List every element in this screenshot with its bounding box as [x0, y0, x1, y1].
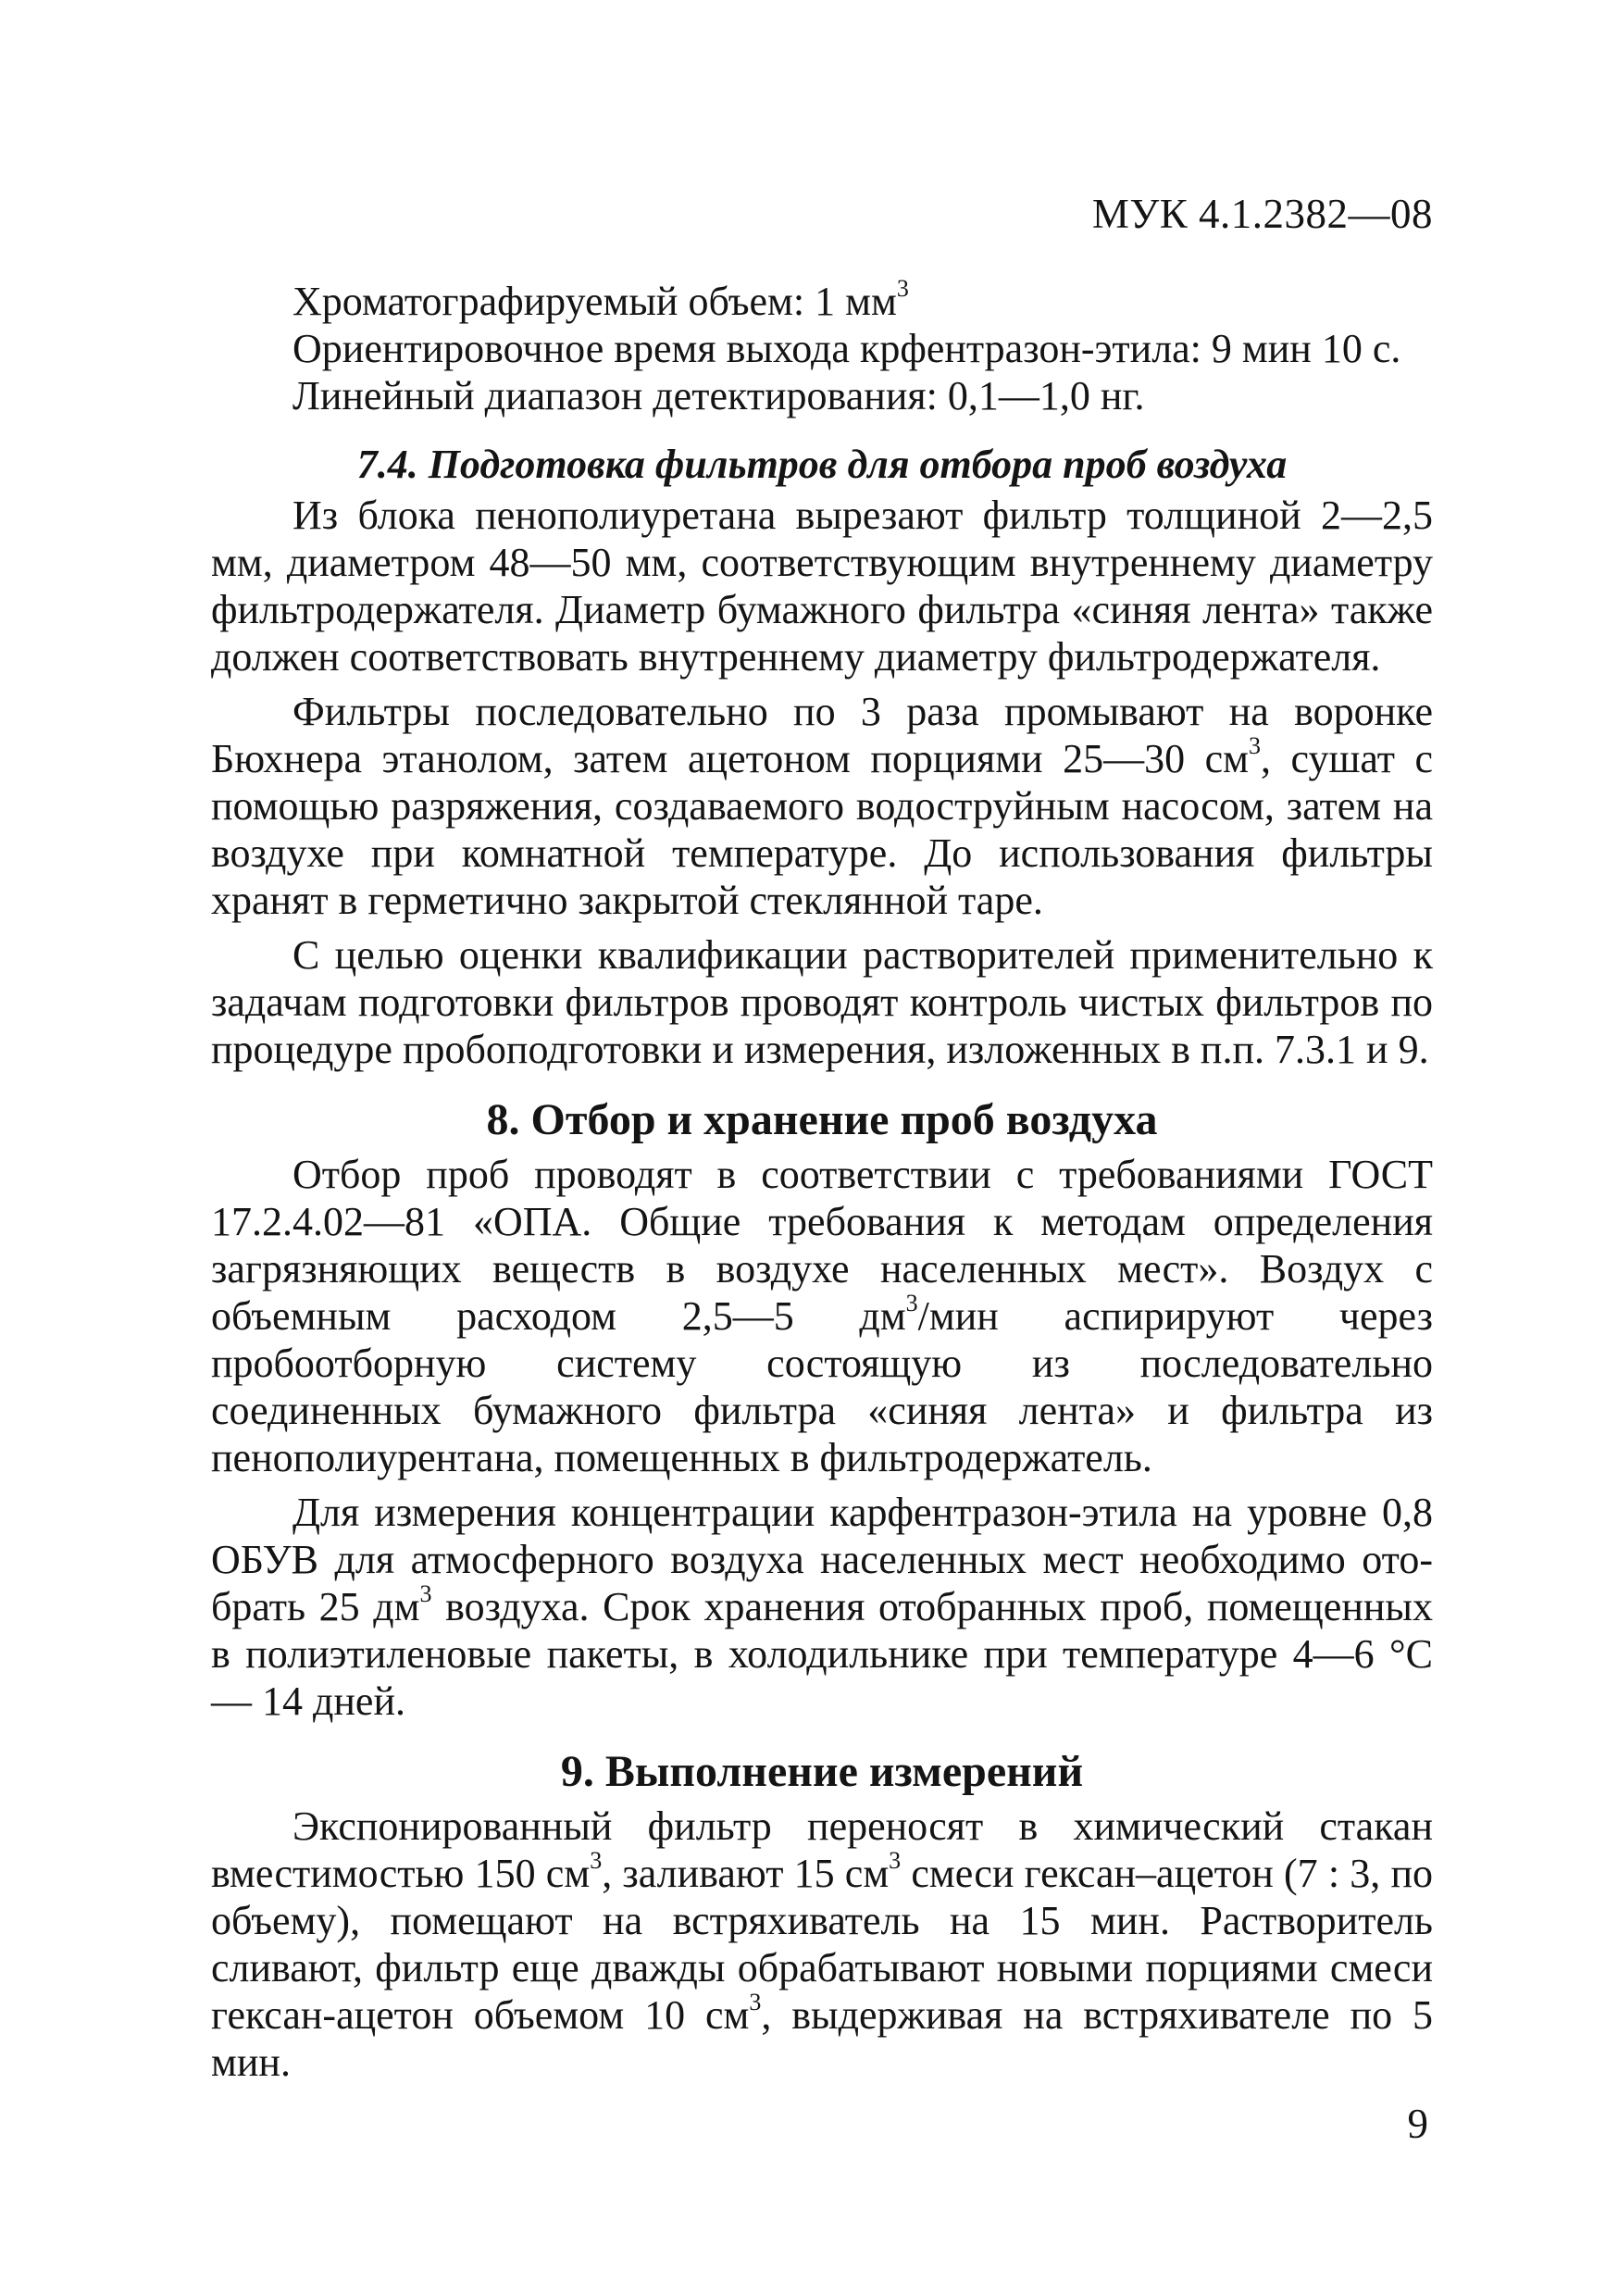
superscript: 3 — [896, 275, 909, 303]
superscript: 3 — [905, 1290, 918, 1317]
paragraph: С целью оценки квалификации растворителей применительно к задачам подготовки фильтров проводят контроль чистых фильтров по процедуре пробоподготовки и измерения, изложенных в п.п. 7.3.1 и 9. — [211, 932, 1433, 1072]
paragraph-text: Фильтры последовательно по 3 раза промывают на воронке Бюхнера этанолом, затем ацетоном порциями 25—30 см — [211, 689, 1433, 781]
chromatography-parameters — [292, 275, 1433, 419]
param-injection-volume — [292, 275, 1433, 325]
param-retention-time: Ориентировочное время выхода крфентразон-этила: 9 мин 10 с. — [292, 326, 1401, 371]
paragraph-text: Для измерения концентрации карфентразон-этила на уровне 0,8 ОБУВ для атмосферного воздуха населенных мест необходимо отобрать 25 дм — [211, 1490, 1433, 1629]
paragraph: Из блока пенополиуретана вырезают фильтр толщиной 2—2,5 мм, диаметром 48—50 мм, соответствующим внутреннему диаметру фильтродержателя. Диаметр бумажного фильтра «синяя лента» также должен соответствовать внутреннему диаметру фильтродержателя. — [211, 493, 1433, 680]
paragraph-text: /мин аспирируют через пробоотборную систему состоящую из последовательно соединенных бумажного фильтра «синяя лента» и фильтра из пенополиурентана, помещенных в фильтродержатель. — [211, 1293, 1434, 1480]
page-number: 9 — [1407, 2101, 1428, 2147]
paragraph — [211, 688, 1433, 924]
paragraph-text: , выдерживая на встряхивателе по 5 мин. — [211, 1992, 1434, 2085]
superscript: 3 — [590, 1847, 603, 1875]
paragraph-text: воздуха. Срок хранения отобранных проб, помещенных в полиэтиленовые пакеты, в холодильнике при температуре 4—6 °С — 14 дней. — [211, 1584, 1433, 1724]
section-title-9: 9. Выполнение измерений — [560, 1747, 1084, 1796]
paragraph-text: смеси гексан–ацетон (7 : 3, по объему), помещают на встряхиватель на 15 мин. Растворитель сливают, фильтр еще дважды обрабатывают новыми порциями смеси гексан-ацетон объемом 10 см — [211, 1851, 1434, 2038]
paragraph-text: , заливают 15 см — [602, 1851, 890, 1896]
param-linear-range: Линейный диапазон детектирования: 0,1—1,0 нг. — [292, 373, 1145, 418]
superscript: 3 — [1249, 732, 1261, 760]
subsection-title-7-4: 7.4. Подготовка фильтров для отбора проб воздуха — [356, 442, 1288, 487]
paragraph — [211, 1489, 1433, 1725]
section-title-8: 8. Отбор и хранение проб воздуха — [486, 1095, 1158, 1144]
paragraph-text: Экспонированный фильтр переносят в химический стакан вместимостью 150 см — [211, 1803, 1433, 1896]
paragraph — [211, 1803, 1433, 2086]
paragraph — [211, 1151, 1433, 1481]
superscript: 3 — [749, 1989, 762, 2016]
superscript: 3 — [419, 1580, 432, 1608]
document-code: МУК 4.1.2382—08 — [1091, 191, 1433, 237]
paragraph-text: , сушат с помощью разряжения, создаваемого водоструйным насосом, затем на воздухе при комнатной температуре. До использования фильтры хранят в герметично закрытой стеклянной таре. — [211, 736, 1433, 923]
param-injection-volume-text: Хроматографируемый объем: 1 мм — [292, 279, 897, 324]
paragraph-text: Отбор проб проводят в соответствии с требованиями ГОСТ 17.2.4.02—81 «ОПА. Общие требования к методам определения загрязняющих веществ в воздухе населенных мест». Воздух с объемным расходом 2,5—5 дм — [211, 1152, 1433, 1339]
page-content — [211, 275, 1434, 2086]
superscript: 3 — [889, 1847, 902, 1875]
